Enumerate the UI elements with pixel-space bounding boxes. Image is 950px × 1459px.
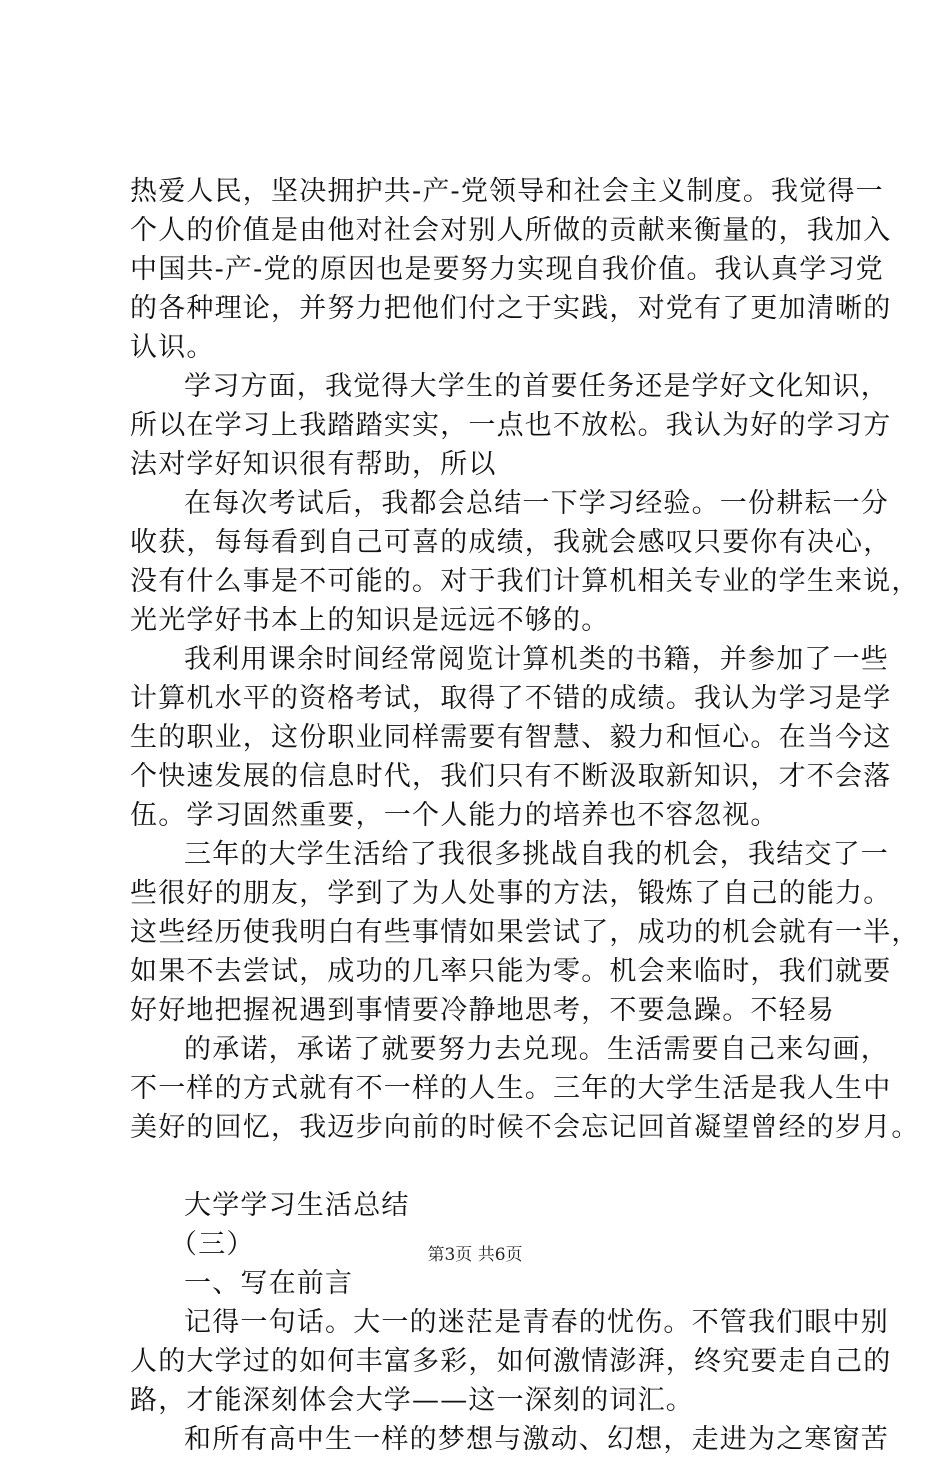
text-line: 伍。学习固然重要，一个人能力的培养也不容忽视。 (130, 800, 779, 831)
text-line: 如果不去尝试，成功的几率只能为零。机会来临时，我们就要 (130, 956, 892, 987)
text-line: 学习方面，我觉得大学生的首要任务还是学好文化知识， (184, 371, 889, 402)
paragraph-7 (130, 1303, 892, 1420)
text-line: 路，才能深刻体会大学——这一深刻的词汇。 (130, 1385, 694, 1416)
text-line: 计算机水平的资格考试，取得了不错的成绩。我认为学习是学 (130, 683, 892, 714)
blank-line (130, 1147, 850, 1186)
text-line: 和所有高中生一样的梦想与激动、幻想，走进为之寒窗苦 (184, 1424, 889, 1455)
paragraph-6 (130, 1030, 920, 1147)
text-line: 这些经历使我明白有些事情如果尝试了，成功的机会就有一半， (130, 917, 920, 948)
page-footer: 第3页 共6页 (427, 1245, 523, 1265)
text-line: 的各种理论，并努力把他们付之于实践，对党有了更加清晰的 (130, 293, 892, 324)
text-line: 收获，每每看到自己可喜的成绩，我就会感叹只要你有决心， (130, 527, 892, 558)
text-line: 人的大学过的如何丰富多彩，如何激情澎湃，终究要走自己的 (130, 1346, 892, 1377)
text-line: 认识。 (130, 332, 215, 363)
text-line: 三年的大学生活给了我很多挑战自我的机会，我结交了一 (184, 839, 889, 870)
text-line: 所以在学习上我踏踏实实，一点也不放松。我认为好的学习方 (130, 410, 892, 441)
text-line: 不一样的方式就有不一样的人生。三年的大学生活是我人生中 (130, 1073, 892, 1104)
text-line: 没有什么事是不可能的。对于我们计算机相关专业的学生来说， (130, 566, 920, 597)
paragraph-8 (130, 1420, 889, 1459)
text-line: 一、写在前言 (184, 1268, 354, 1299)
document-body (130, 172, 920, 1459)
text-line: 个人的价值是由他对社会对别人所做的贡献来衡量的，我加入 (130, 215, 892, 246)
paragraph-3 (130, 484, 920, 640)
text-line: 在每次考试后，我都会总结一下学习经验。一份耕耘一分 (184, 488, 889, 519)
text-line: 光光学好书本上的知识是远远不够的。 (130, 605, 610, 636)
text-line: 记得一句话。大一的迷茫是青春的忧伤。不管我们眼中别 (184, 1307, 889, 1338)
paragraph-1 (130, 172, 892, 367)
text-line: 我利用课余时间经常阅览计算机类的书籍，并参加了一些 (184, 644, 889, 675)
text-line: 法对学好知识很有帮助，所以 (130, 449, 497, 480)
text-line: 些很好的朋友，学到了为人处事的方法，锻炼了自己的能力。 (130, 878, 892, 909)
paragraph-2 (130, 367, 892, 484)
text-line: 生的职业，这份职业同样需要有智慧、毅力和恒心。在当今这 (130, 722, 892, 753)
paragraph-4 (130, 640, 892, 835)
text-line: 的承诺，承诺了就要努力去兑现。生活需要自己来勾画， (184, 1034, 889, 1065)
paragraph-5 (130, 835, 920, 1030)
subsection-heading (130, 1264, 850, 1303)
text-line: 中国共-产-党的原因也是要努力实现自我价值。我认真学习党 (130, 254, 884, 285)
section-title (130, 1186, 850, 1225)
text-line: 大学学习生活总结 (184, 1190, 410, 1221)
text-line: 热爱人民，坚决拥护共-产-党领导和社会主义制度。我觉得一 (130, 176, 884, 207)
text-line: 好好地把握祝遇到事情要冷静地思考，不要急躁。不轻易 (130, 995, 835, 1026)
text-line: 个快速发展的信息时代，我们只有不断汲取新知识，才不会落 (130, 761, 892, 792)
text-line: 美好的回忆，我迈步向前的时候不会忘记回首凝望曾经的岁月。 (130, 1112, 920, 1143)
text-line: （三） (170, 1229, 255, 1260)
